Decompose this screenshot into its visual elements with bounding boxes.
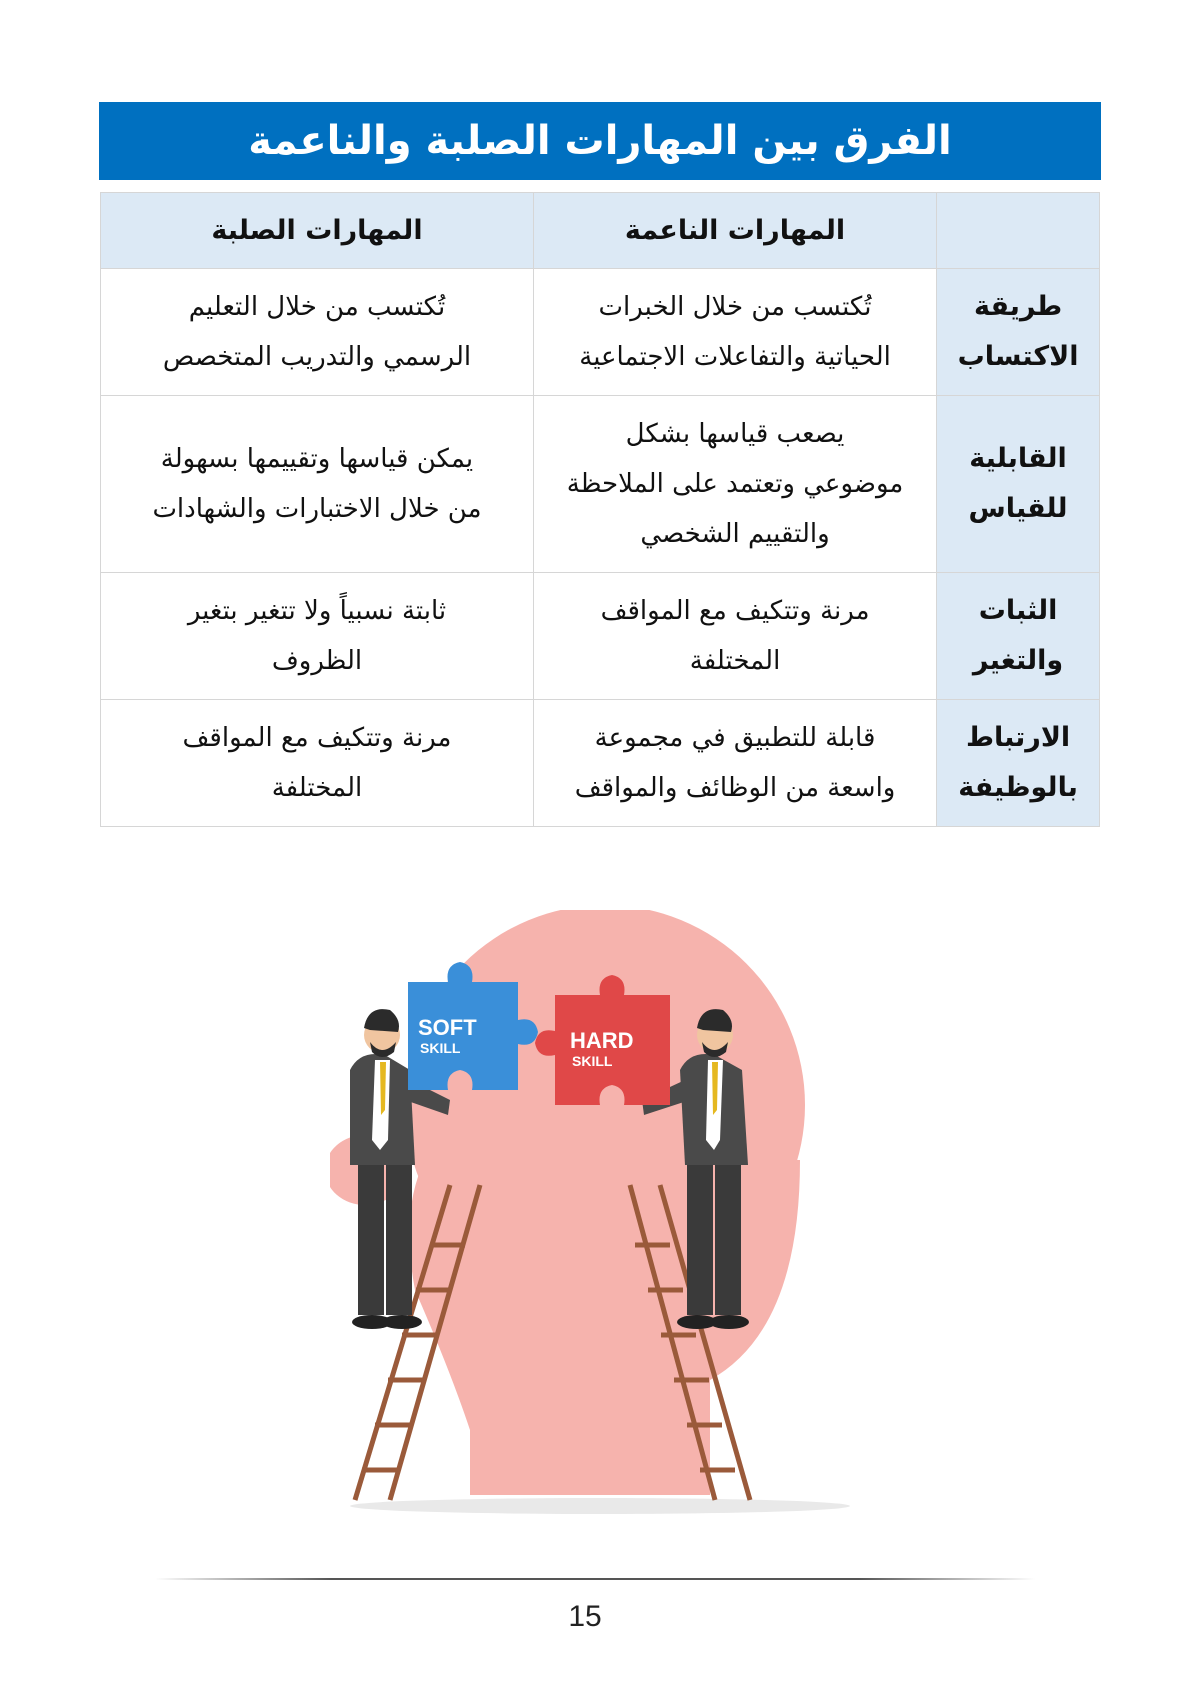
soft-piece-sublabel: SKILL <box>420 1040 461 1056</box>
table-row <box>101 396 1100 573</box>
cell-line: من خلال الاختبارات والشهادات <box>152 494 482 524</box>
cell-line: واسعة من الوظائف والمواقف <box>574 773 896 803</box>
cell-line: تُكتسب من خلال التعليم <box>188 292 446 322</box>
row-label-line: الثبات <box>978 595 1058 626</box>
header-soft-skills: المهارات الناعمة <box>533 193 936 269</box>
table-row <box>101 700 1100 827</box>
soft-cell <box>533 573 936 700</box>
cell-line: تُكتسب من خلال الخبرات <box>598 292 872 322</box>
cell-line: المختلفة <box>271 773 363 803</box>
row-label-line: للقياس <box>968 493 1068 524</box>
cell-line: المختلفة <box>689 646 781 676</box>
page-title: الفرق بين المهارات الصلبة والناعمة <box>99 102 1101 180</box>
cell-line: مرنة وتتكيف مع المواقف <box>600 596 870 626</box>
table-corner-cell <box>937 193 1100 269</box>
soft-piece-label: SOFT <box>418 1015 477 1040</box>
row-label-line: الاكتساب <box>957 341 1079 372</box>
row-label <box>937 269 1100 396</box>
row-label-line: القابلية <box>969 443 1067 474</box>
soft-cell <box>533 269 936 396</box>
page-number: 15 <box>568 1600 602 1633</box>
hard-cell <box>101 269 534 396</box>
row-label-line: طريقة <box>973 291 1063 322</box>
table-row <box>101 573 1100 700</box>
comparison-table <box>100 192 1100 827</box>
row-label <box>937 700 1100 827</box>
table-header-row <box>101 193 1100 269</box>
hard-cell <box>101 396 534 573</box>
cell-line: ثابتة نسبياً ولا تتغير بتغير <box>187 596 447 626</box>
cell-line: الظروف <box>271 646 363 676</box>
soft-cell <box>533 396 936 573</box>
header-hard-skills: المهارات الصلبة <box>101 193 534 269</box>
cell-line: الرسمي والتدريب المتخصص <box>162 342 472 372</box>
hard-piece-sublabel: SKILL <box>572 1053 613 1069</box>
puzzle-illustration <box>330 910 870 1520</box>
hard-piece-label: HARD <box>570 1028 634 1053</box>
row-label <box>937 573 1100 700</box>
footer-divider <box>155 1578 1035 1580</box>
cell-line: يصعب قياسها بشكل <box>625 419 845 449</box>
soft-cell <box>533 700 936 827</box>
row-label-line: الارتباط <box>965 722 1071 753</box>
cell-line: يمكن قياسها وتقييمها بسهولة <box>160 444 474 474</box>
cell-line: قابلة للتطبيق في مجموعة <box>594 723 876 753</box>
row-label <box>937 396 1100 573</box>
table-row <box>101 269 1100 396</box>
row-label-line: والتغير <box>972 645 1064 676</box>
hard-cell <box>101 573 534 700</box>
hard-cell <box>101 700 534 827</box>
cell-line: الحياتية والتفاعلات الاجتماعية <box>579 342 891 372</box>
cell-line: موضوعي وتعتمد على الملاحظة <box>566 469 904 499</box>
cell-line: مرنة وتتكيف مع المواقف <box>182 723 452 753</box>
row-label-line: بالوظيفة <box>958 772 1078 803</box>
cell-line: والتقييم الشخصي <box>640 519 830 549</box>
